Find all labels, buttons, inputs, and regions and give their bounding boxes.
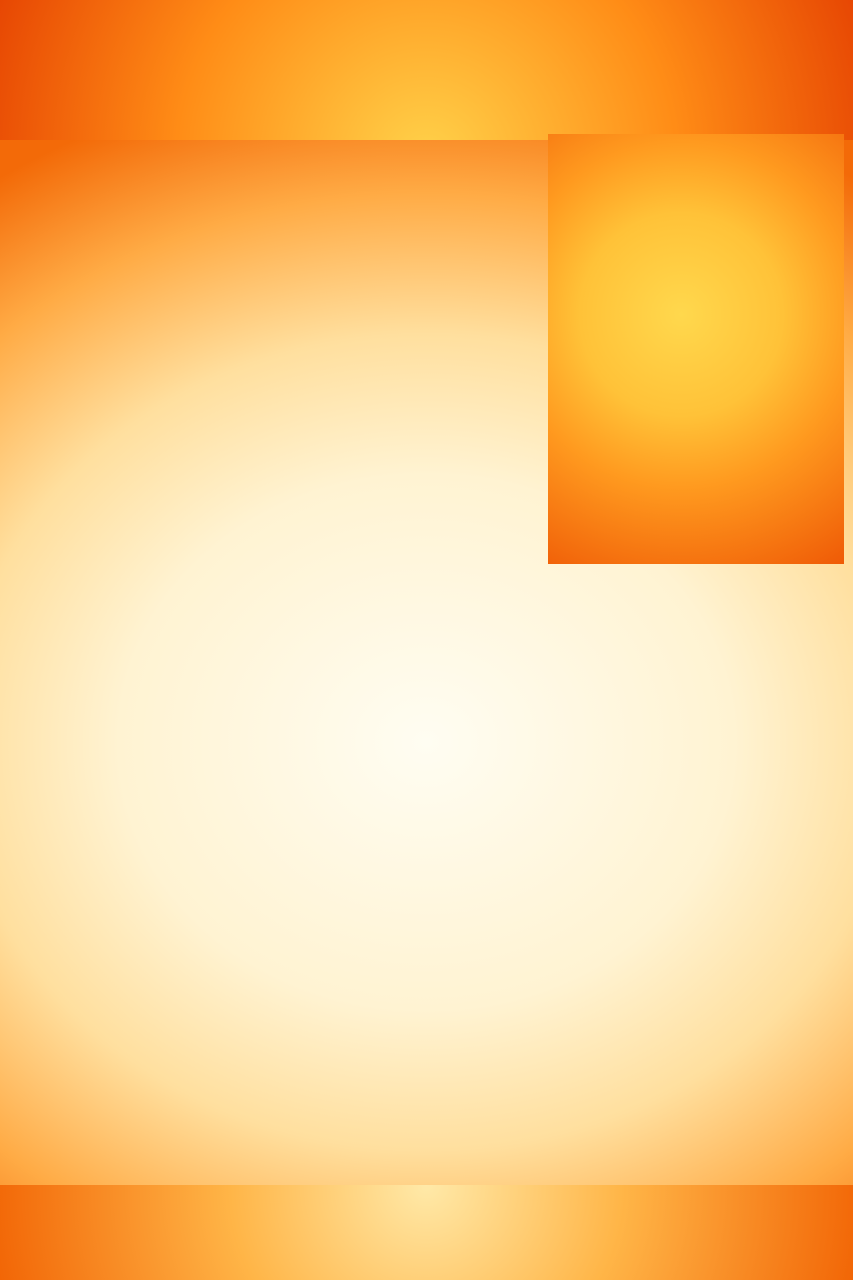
honoree-photo-panel — [548, 134, 844, 564]
orange-bottom-background — [0, 1185, 853, 1280]
yellow-glow-disc — [562, 192, 812, 442]
orange-header-background — [0, 0, 853, 140]
